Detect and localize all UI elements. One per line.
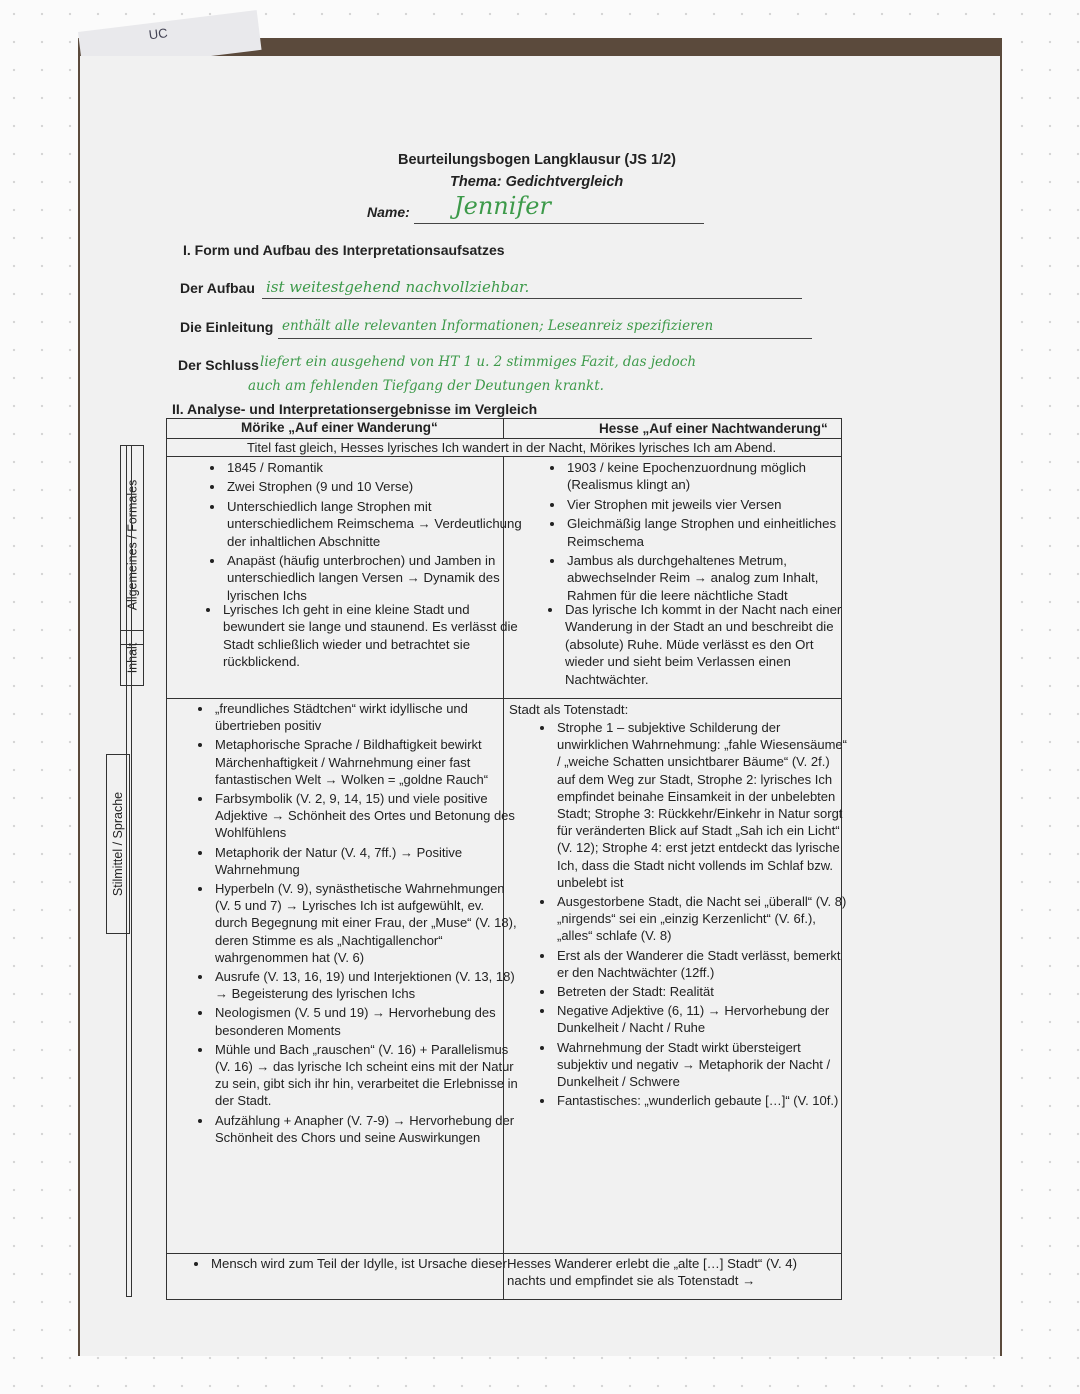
comparison-table — [166, 418, 847, 1300]
list-item: • Farbsymbolik (V. 2, 9, 14, 15) und viele positive Adjektive → Schönheit des Ortes und Betonung des Wohlfühlens — [213, 790, 519, 842]
list-item: • Neologismen (V. 5 und 19) → Hervorhebung des besonderen Moments — [213, 1004, 519, 1038]
list-item: • Erst als der Wanderer die Stadt verlässt, bemerkt er den Nachtwächter (12ff.) — [555, 947, 847, 981]
schluss-handwriting-1: liefert ein ausgehend von HT 1 u. 2 stimmiges Fazit, das jedoch — [260, 354, 697, 370]
inhalt-right-list — [543, 601, 847, 690]
schluss-label: Der Schluss — [178, 357, 259, 373]
side-label-stilmittel-text: Stilmittel / Sprache — [111, 791, 125, 897]
list-item: • Unterschiedlich lange Strophen mit unterschiedlichem Reimschema → Verdeutlichung der inhaltlichen Abschnitte — [225, 498, 525, 550]
aufbau-line — [262, 298, 802, 299]
einleitung-handwriting: enthält alle relevanten Informationen; Leseanreiz spezifizieren — [282, 318, 714, 334]
list-item: • Ausrufe (V. 13, 16, 19) und Interjektionen (V. 13, 18) → Begeisterung des lyrischen Ichs — [213, 968, 519, 1002]
list-item: • Zwei Strophen (9 und 10 Verse) — [225, 478, 525, 495]
list-item: • Lyrisches Ich geht in eine kleine Stadt und bewundert sie lange und staunend. Es verlässt die Stadt schließlich wieder und betrachtet sie rückblickend. — [221, 601, 519, 671]
list-item: • Betreten der Stadt: Realität — [555, 983, 847, 1000]
list-item: • „freundliches Städtchen“ wirkt idyllische und übertrieben positiv — [213, 700, 519, 734]
einleitung-line — [278, 338, 812, 339]
document-title: Beurteilungsbogen Langklausur (JS 1/2) — [398, 152, 676, 168]
stil-right-intro: Stadt als Totenstadt: — [509, 702, 629, 717]
section-1-heading: I. Form und Aufbau des Interpretationsaufsatzes — [183, 242, 505, 258]
side-label-inhalt-text: Inhalt — [125, 642, 139, 674]
list-item: • Ausgestorbene Stadt, die Nacht sei „überall“ (V. 8) „nirgends“ sei ein „einzig Kerzenlicht“ (V. 6f.), „alles“ schlafe (V. 8) — [555, 893, 847, 945]
list-item: • Vier Strophen mit jeweils vier Versen — [565, 496, 845, 513]
stil-left-list — [193, 700, 519, 1148]
list-item: • 1845 / Romantik — [225, 459, 525, 476]
bottom-right-text: Hesses Wanderer erlebt die „alte […] Stadt“ (V. 4) nachts und empfindet sie als Totenstadt → — [507, 1256, 798, 1289]
list-item: • Negative Adjektive (6, 11) → Hervorhebung der Dunkelheit / Nacht / Ruhe — [555, 1002, 847, 1036]
side-label-allgemeines — [120, 445, 144, 645]
left-poem-title: Mörike „Auf einer Wanderung“ — [241, 420, 438, 435]
list-item: • Wahrnehmung der Stadt wirkt übersteigert subjektiv und negativ → Metaphorik der Nacht / Dunkelheit / Schwere — [555, 1039, 847, 1091]
document-subtitle: Thema: Gedichtvergleich — [450, 174, 624, 190]
einleitung-label: Die Einleitung — [180, 319, 274, 335]
list-item: • Strophe 1 – subjektive Schilderung der unwirklichen Wahrnehmung: „fahle Wiesensäume“ / „weiche Schatten unsichtbarer Bäume“ (V. 2f.) auf dem Weg zur Stadt, Strophe 2: lyrisches Ich empfindet beinahe Einsamkeit in der unbelebten Stadt; Strophe 3: Rückkehr/Einkehr in Natur sorgt für veränderten Blick auf Stadt „Sah ich ein Licht“ (V. 12); Strophe 4: erst jetzt entdeckt das lyrische Ich, dass die Stadt nicht vollends im Schlaf bzw. unbelebt ist — [555, 719, 847, 891]
name-label: Name: — [367, 204, 410, 220]
side-strip — [126, 445, 132, 1297]
list-item: • Fantastisches: „wunderlich gebaute […]“ (V. 10f.) — [555, 1092, 847, 1109]
inhalt-left-list — [201, 601, 519, 673]
name-handwriting: Jennifer — [454, 192, 551, 220]
side-label-allgemeines-text: Allgemeines / Formales — [125, 479, 140, 611]
row-divider — [167, 1253, 841, 1254]
list-item: • Metaphorik der Natur (V. 4, 7ff.) → Positive Wahrnehmung — [213, 844, 519, 878]
stil-right-list — [535, 719, 847, 1111]
col-divider — [503, 419, 504, 438]
list-item: • Aufzählung + Anapher (V. 7-9) → Hervorhebung der Schönheit des Chors und seine Auswirkungen — [213, 1112, 519, 1146]
list-item: • Das lyrische Ich kommt in der Nacht nach einer Wanderung in der Stadt an und beschreibt die (absolute) Ruhe. Müde verlässt es den Ort wieder und sieht beim Verlassen einen Nachtwächter. — [563, 601, 847, 688]
schluss-handwriting-2: auch am fehlenden Tiefgang der Deutungen krankt. — [248, 378, 604, 394]
formales-left-list — [205, 459, 525, 606]
name-line — [414, 223, 704, 224]
list-item: • Anapäst (häufig unterbrochen) und Jamben in unterschiedlich langen Versen → Dynamik des lyrischen Ichs — [225, 552, 525, 604]
row-divider — [167, 698, 841, 699]
list-item: • Jambus als durchgehaltenes Metrum, abwechselnder Reim → analog zum Inhalt, Rahmen für die leere nächtliche Stadt — [565, 552, 845, 604]
list-item: • Hyperbeln (V. 9), synästhetische Wahrnehmungen (V. 5 und 7) → Lyrisches Ich ist aufgewühlt, ev. durch Begegnung mit einer Frau, der „Muse“ (V. 18), deren Stimme es als „Nachtigallenchor“ wahrgenommen hat (V. 6) — [213, 880, 519, 966]
side-label-inhalt — [120, 630, 144, 686]
list-item: • Metaphorische Sprache / Bildhaftigkeit bewirkt Märchenhaftigkeit / Wahrnehmung einer fast fantastischen Welt → Wolken = „goldne Rauch“ — [213, 736, 519, 788]
list-item: • 1903 / keine Epochenzuordnung möglich (Realismus klingt an) — [565, 459, 845, 494]
formales-right-list — [545, 459, 845, 606]
bottom-left-list — [189, 1255, 519, 1274]
list-item: • Gleichmäßig lange Strophen und einheitliches Reimschema — [565, 515, 845, 550]
right-poem-title: Hesse „Auf einer Nachtwanderung“ — [599, 421, 828, 436]
fragment-text: UC — [147, 25, 169, 43]
list-item: • Mühle und Bach „rauschen“ (V. 16) + Parallelismus (V. 16) → das lyrische Ich scheint eins mit der Natur zu sein, gibt sich ihr hin, verarbeitet die Erlebnisse in der Stadt. — [213, 1041, 519, 1110]
aufbau-handwriting: ist weitestgehend nachvollziehbar. — [266, 278, 530, 296]
aufbau-label: Der Aufbau — [180, 280, 255, 296]
section-2-heading: II. Analyse- und Interpretationsergebnisse im Vergleich — [172, 401, 538, 417]
list-item: • Mensch wird zum Teil der Idylle, ist Ursache dieser — [209, 1255, 519, 1272]
worksheet-page — [80, 56, 1000, 1356]
shared-title-note: Titel fast gleich, Hesses lyrisches Ich wandert in der Nacht, Mörikes lyrisches Ich am Abend. — [247, 440, 777, 455]
